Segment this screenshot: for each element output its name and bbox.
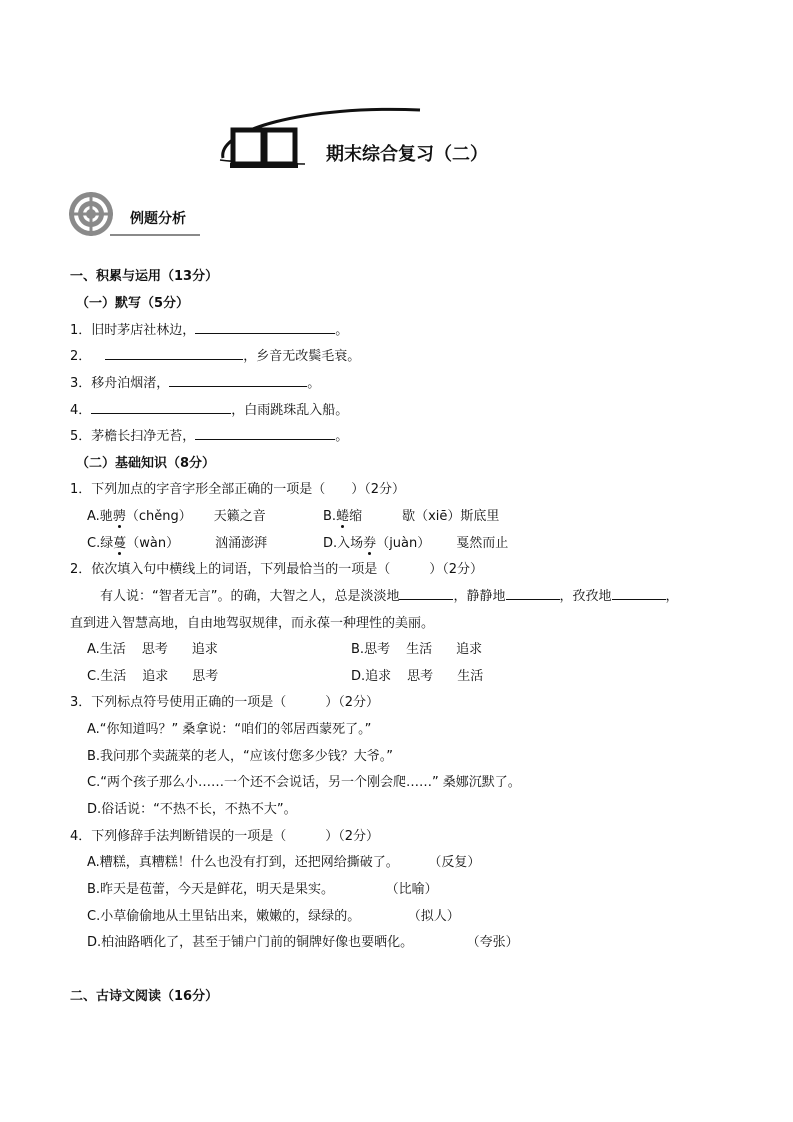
q2-option-d[interactable]: D.追求 思考 生活 [351,669,484,684]
sub1-heading: （一）默写（5分） [76,296,190,311]
q1-option-d[interactable]: D.入场券（juàn） 戛然而止 [323,536,509,551]
fill-item-2: 2． ，乡音无改鬓毛衰。 [70,349,361,364]
part2-heading: 二、古诗文阅读（16分） [70,989,219,1004]
q2-stem: 2．依次填入句中横线上的词语，下列最恰当的一项是（ ）（2分） [70,562,484,577]
answer-blank[interactable] [105,347,243,360]
q3-option-d[interactable]: D.俗话说：“不热不长，不热不大”。 [87,802,297,817]
answer-blank[interactable] [195,427,335,440]
q3-option-c[interactable]: C.“两个孩子那么小……一个还不会说话，另一个刚会爬……” 桑娜沉默了。 [87,775,521,790]
answer-blank[interactable] [612,587,666,600]
q3-option-a[interactable]: A.“你知道吗？” 桑拿说：“咱们的邻居西蒙死了。” [87,722,372,737]
q2-option-c[interactable]: C.生活 追求 思考 [87,669,219,684]
q4-option-c[interactable]: C.小草偷偷地从土里钻出来，嫩嫩的，绿绿的。 （拟人） [87,909,460,924]
fill-item-3: 3．移舟泊烟渚， 。 [70,376,321,391]
section-label: 例题分析 [130,211,186,227]
q3-stem: 3．下列标点符号使用正确的一项是（ ）（2分） [70,695,380,710]
answer-blank[interactable] [506,587,560,600]
q4-stem: 4．下列修辞手法判断错误的一项是（ ）（2分） [70,829,380,844]
q4-option-b[interactable]: B.昨天是苞蕾，今天是鲜花，明天是果实。 （比喻） [87,882,438,897]
q1-option-a[interactable]: A.驰骋（chěng） 天籁之音 [87,509,266,524]
q2-option-a[interactable]: A.生活 思考 追求 [87,642,218,657]
q1-option-b[interactable]: B.蜷缩 歇（xiē）斯底里 [323,509,500,524]
answer-blank[interactable] [399,587,453,600]
q2-option-b[interactable]: B.思考 生活 追求 [351,642,483,657]
fill-item-5: 5．茅檐长扫净无苔， 。 [70,429,349,444]
q3-option-b[interactable]: B.我问那个卖蔬菜的老人，“应该付您多少钱？大爷。” [87,749,394,764]
q1-option-c[interactable]: C.绿蔓（wàn） 汹涌澎湃 [87,536,268,551]
answer-blank[interactable] [169,374,307,387]
fill-item-4: 4． ，白雨跳珠乱入船。 [70,403,349,418]
answer-blank[interactable] [91,401,231,414]
page-title: 期末综合复习（二） [326,144,488,165]
q2-passage-line1: 有人说：“智者无言”。的确，大智之人，总是淡淡地 ，静静地 ，孜孜地 ， [100,589,679,604]
q2-passage-line2: 直到进入智慧高地，自由地驾驭规律，而永葆一种理性的美丽。 [70,616,435,631]
q1-stem: 1．下列加点的字音字形全部正确的一项是（ ）（2分） [70,482,406,497]
fill-item-1: 1．旧时茅店社林边， 。 [70,323,349,338]
q4-option-a[interactable]: A.糟糕，真糟糕！什么也没有打到，还把网给撕破了。 （反复） [87,855,481,870]
part1-heading: 一、积累与运用（13分） [70,269,219,284]
q4-option-d[interactable]: D.柏油路晒化了，甚至于铺户门前的铜牌好像也要晒化。 （夸张） [87,935,519,950]
sub2-heading: （二）基础知识（8分） [76,456,216,471]
answer-blank[interactable] [195,321,335,334]
